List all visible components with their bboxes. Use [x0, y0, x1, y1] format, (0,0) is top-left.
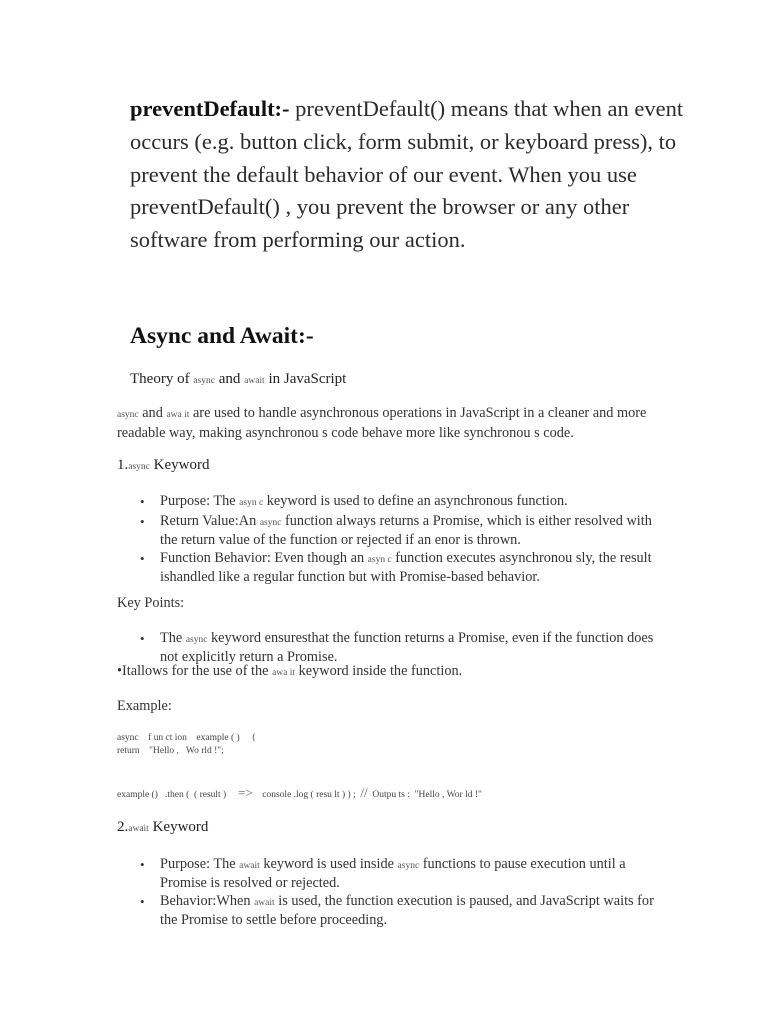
bullet-text: function always returns a Promise, which is either resolved with the return value of the function or rejected if an enor is thrown.	[160, 513, 652, 548]
bullet-keyword: async	[185, 635, 208, 645]
bullet-keyword: asyn c	[367, 555, 392, 565]
await-heading-label: Keyword	[148, 819, 209, 835]
bullet-keyword: async	[397, 861, 420, 871]
bullet-text: Return Value:An	[160, 513, 260, 529]
bullet-text: The	[160, 630, 186, 646]
await-keyword-heading	[117, 819, 208, 836]
key-points-list	[140, 630, 660, 667]
await-heading-number: 2.	[117, 819, 129, 835]
async-heading-label: Keyword	[149, 457, 210, 473]
bullet-icon: •	[140, 631, 145, 646]
code-line-1: async f un ct ion example ( ) {	[117, 733, 257, 743]
bullet-text: functions to pause execution until a Promise is resolved or rejected.	[160, 856, 626, 891]
async-keyword-heading	[117, 457, 209, 474]
async-bullet-list	[140, 493, 660, 587]
async-await-intro-paragraph	[117, 404, 657, 442]
theory-keyword-await: await	[244, 376, 265, 386]
intro-text: preventDefault() means that when an event occurs (e.g. button click, form submit, or keyboard press), to prevent the default behavior of our event. When you use preventDefault() , you prevent the browser or any other software from performing our action.	[130, 96, 684, 253]
example-label: Example:	[117, 698, 172, 714]
intro-paragraph	[130, 93, 690, 257]
key-points-extra-line	[117, 663, 462, 680]
bullet-icon: •	[140, 551, 145, 566]
bullet-icon: •	[140, 894, 145, 909]
bullet-text: keyword is used inside	[259, 856, 398, 872]
code-line-2: return "Hello , Wo rld !";	[117, 746, 224, 756]
intro-term: preventDefault:-	[130, 96, 290, 121]
bullet-text: keyword is used to define an asynchronous function.	[263, 493, 568, 509]
theory-prefix: Theory of	[130, 371, 194, 387]
code-line-3	[117, 786, 482, 802]
intro-para-line-1	[117, 404, 657, 424]
async-heading-keyword: async	[128, 462, 150, 472]
theory-line	[130, 371, 346, 388]
code-segment: example () .then ( ( result )	[117, 790, 239, 800]
bullet-keyword: await	[239, 861, 260, 871]
bullet-text: Function Behavior: Even though an	[160, 550, 368, 566]
keyword-await: awa it	[166, 410, 190, 420]
theory-suffix: in JavaScript	[264, 371, 347, 387]
bullet-text: keyword ensuresthat the function returns a Promise, even if the function does not explicitly return a Promise.	[160, 630, 654, 665]
bullet-text: Purpose: The	[160, 493, 240, 509]
bullet-icon: •	[140, 494, 145, 509]
bullet-icon: •	[140, 514, 145, 529]
bullet-keyword: await	[254, 898, 275, 908]
intro-para-line-2: readable way, making asynchronou s code behave more like synchronou s code.	[117, 425, 574, 441]
code-comment: Outpu ts : "Hello , Wor ld !"	[367, 790, 482, 800]
theory-mid: and	[214, 371, 245, 387]
theory-keyword-async: async	[193, 376, 215, 386]
extra-text: •Itallows for the use of the	[117, 663, 273, 679]
extra-keyword: awa it	[272, 668, 296, 678]
list-item	[140, 630, 660, 666]
code-arrow: =>	[238, 785, 253, 800]
intro-para-text-2: are used to handle asynchronous operations in JavaScript in a cleaner and more	[189, 405, 647, 421]
section-title: Async and Await:-	[130, 323, 314, 349]
bullet-keyword: asyn c	[239, 498, 264, 508]
await-heading-keyword: await	[128, 824, 149, 834]
bullet-text: is used, the function execution is paused, and JavaScript waits for the Promise to settle before proceeding.	[160, 893, 654, 928]
code-comment-slashes: //	[360, 785, 368, 800]
bullet-text: Behavior:When	[160, 893, 255, 909]
list-item	[140, 513, 660, 549]
async-heading-number: 1.	[117, 457, 129, 473]
bullet-icon: •	[140, 857, 145, 872]
bullet-text: function executes asynchronou sly, the result ishandled like a regular function but with Promise-based behavior.	[160, 550, 652, 585]
intro-para-text-1: and	[138, 405, 167, 421]
keyword-async: async	[117, 410, 139, 420]
list-item	[140, 893, 660, 929]
bullet-keyword: async	[259, 518, 282, 528]
list-item	[140, 493, 660, 512]
list-item	[140, 550, 660, 586]
extra-text: keyword inside the function.	[295, 663, 463, 679]
key-points-label: Key Points:	[117, 595, 185, 611]
code-segment: console .log ( resu lt ) ) ;	[252, 790, 361, 800]
await-bullet-list	[140, 856, 660, 930]
list-item	[140, 856, 660, 892]
bullet-text: Purpose: The	[160, 856, 240, 872]
